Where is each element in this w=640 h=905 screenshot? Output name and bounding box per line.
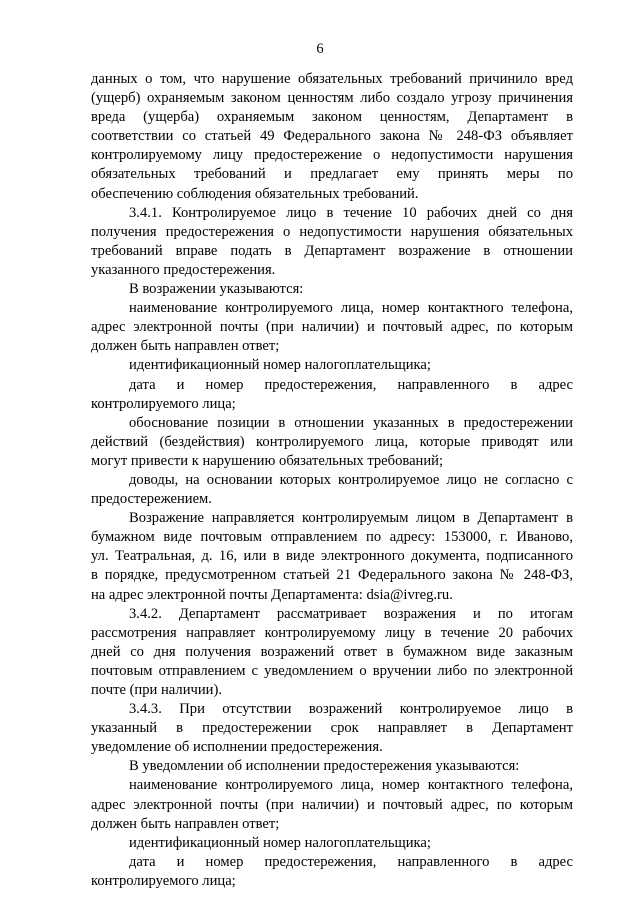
text-line: в порядке, предусмотренном статьей 21 Федерального закона № 248-ФЗ, <box>91 567 573 584</box>
text-line: В уведомлении об исполнении предостережения указываются: <box>129 758 520 775</box>
text-line: данных о том, что нарушение обязательных требований причинило вред <box>91 71 573 87</box>
text-line: наименование контролируемого лица, номер контактного телефона, <box>129 300 573 317</box>
text-line: уведомление об исполнении предостережения. <box>91 739 383 756</box>
text-line: 3.4.3. При отсутствии возражений контролируемое лицо в <box>129 701 573 718</box>
text-line: обязательных требований и предлагает ему принять меры по <box>91 166 573 183</box>
text-line: бумажном виде почтовым отправлением по адресу: 153000, г. Иваново, <box>91 529 573 546</box>
text-line: указанного предостережения. <box>91 261 276 278</box>
text-line: предостережением. <box>91 491 212 508</box>
text-line: дата и номер предостережения, направленного в адрес <box>129 853 573 870</box>
text-line: должен быть направлен ответ; <box>91 338 280 355</box>
text-line: адрес электронной почты (при наличии) и почтовый адрес, по которым <box>91 796 573 813</box>
text-line: обеспечению соблюдения обязательных требований. <box>91 185 419 202</box>
text-line: соответствии со статьей 49 Федерального закона № 248-ФЗ объявляет <box>91 128 573 145</box>
text-line: указанный в предостережении срок направляет в Департамент <box>91 720 573 737</box>
text-line: 3.4.1. Контролируемое лицо в течение 10 рабочих дней со дня <box>129 204 573 221</box>
text-line: В возражении указываются: <box>129 281 304 298</box>
page-number: 6 <box>316 41 324 57</box>
document-body <box>91 70 573 891</box>
text-line: могут привести к нарушению обязательных требований; <box>91 452 444 469</box>
text-line: дней со дня получения возражений ответ в бумажном виде заказным <box>91 643 573 660</box>
text-line: вреда (ущерба) охраняемым законом ценностям, Департамент в <box>91 109 573 126</box>
text-line: рассмотрения направляет контролируемому лицу в течение 20 рабочих <box>91 624 573 641</box>
text-line: почте (при наличии). <box>91 682 222 698</box>
text-line: идентификационный номер налогоплательщика; <box>129 357 431 374</box>
text-line: наименование контролируемого лица, номер контактного телефона, <box>129 777 573 794</box>
text-line: должен быть направлен ответ; <box>91 815 280 832</box>
text-line: дата и номер предостережения, направленного в адрес <box>129 376 573 393</box>
text-line: 3.4.2. Департамент рассматривает возражения и по итогам <box>129 605 573 622</box>
text-line: почтовым отправлением с уведомлением о вручении либо по электронной <box>91 662 573 679</box>
text-line: контролируемого лица; <box>91 395 236 412</box>
text-line: адрес электронной почты (при наличии) и почтовый адрес, по которым <box>91 319 573 336</box>
text-line: обоснование позиции в отношении указанных в предостережении <box>129 414 573 431</box>
text-line: контролируемого лица; <box>91 872 236 889</box>
text-line: Возражение направляется контролируемым лицом в Департамент в <box>129 510 573 527</box>
text-line: (ущерб) охраняемым законом ценностям либо создало угрозу причинения <box>91 90 573 107</box>
text-line: контролируемому лицу предостережение о недопустимости нарушения <box>91 147 573 164</box>
text-line: на адрес электронной почты Департамента: dsia@ivreg.ru. <box>91 586 453 603</box>
text-line: идентификационный номер налогоплательщика; <box>129 834 431 851</box>
text-line: действий (бездействия) контролируемого лица, которые приводят или <box>91 433 573 450</box>
text-line: получения предостережения о недопустимости нарушения обязательных <box>91 223 573 240</box>
text-line: ул. Театральная, д. 16, или в виде электронного документа, подписанного <box>91 548 573 565</box>
text-line: требований вправе подать в Департамент возражение в отношении <box>91 242 573 259</box>
text-line: доводы, на основании которых контролируемое лицо не согласно с <box>129 471 573 488</box>
